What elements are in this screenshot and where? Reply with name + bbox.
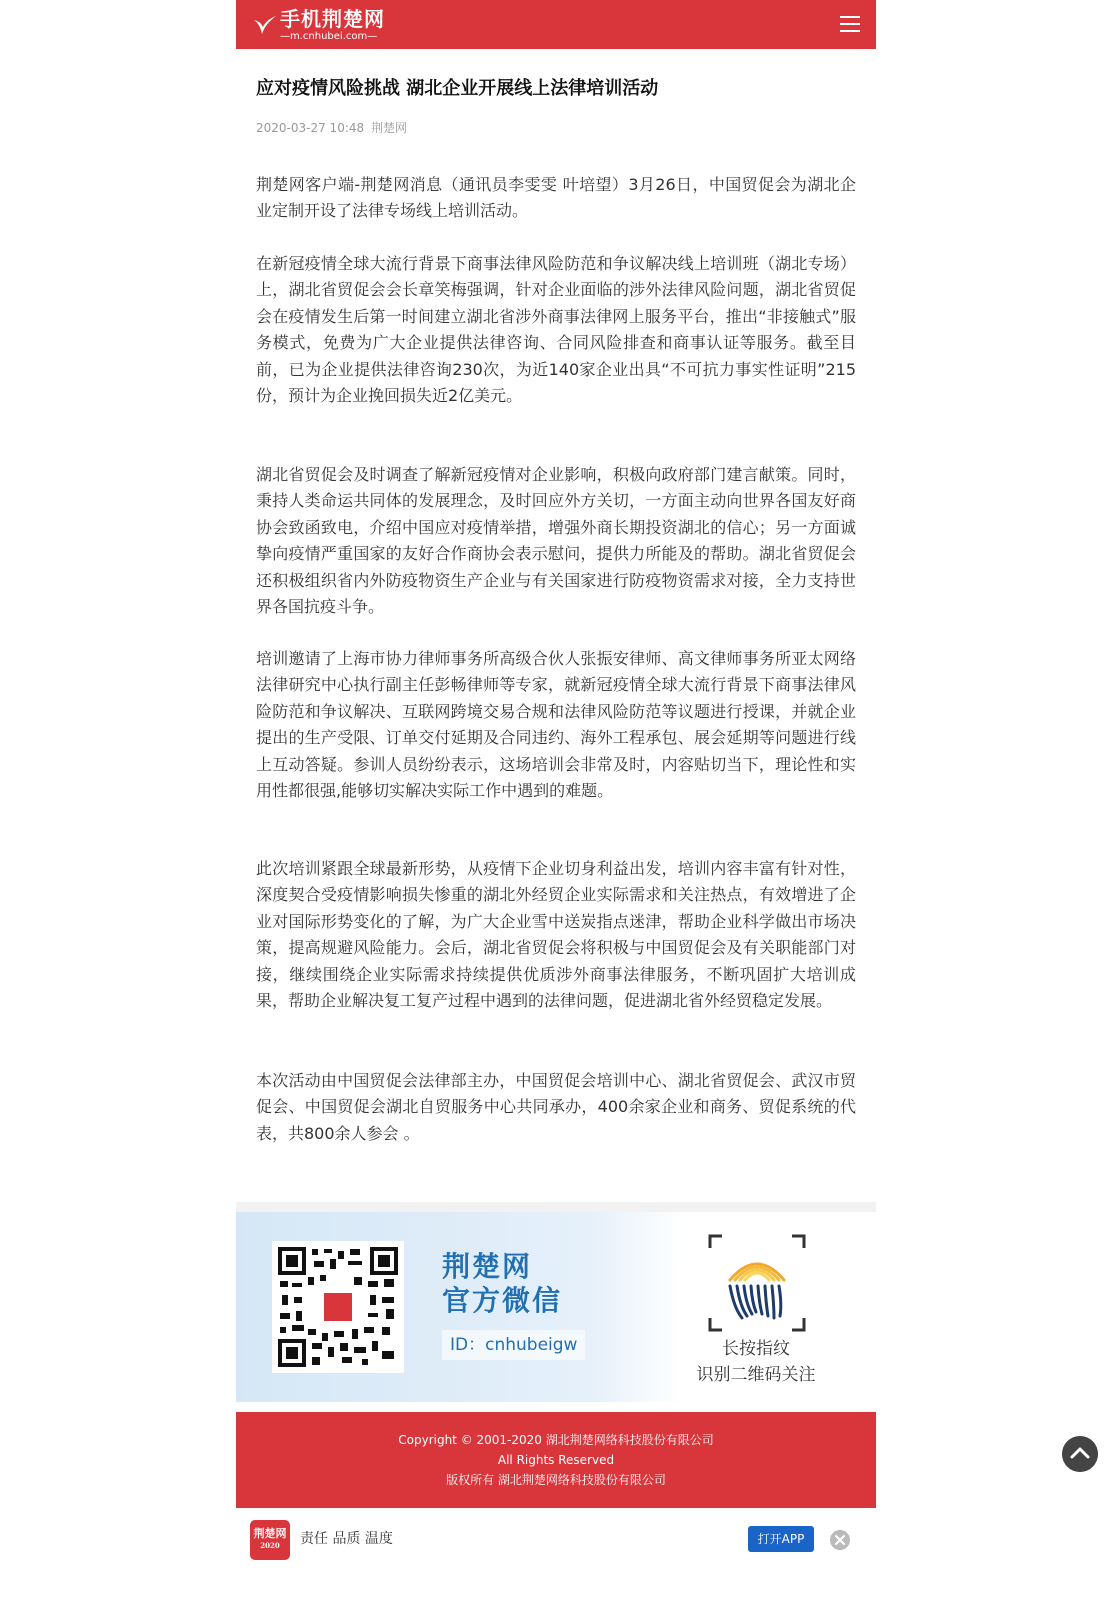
footer-rights: All Rights Reserved [497,1453,615,1467]
app-logo-icon [250,1520,290,1560]
back-to-top-button[interactable] [1062,1436,1098,1472]
logo-swoosh-icon [252,12,278,38]
article-meta [256,120,410,136]
wechat-title-line1: 荆楚网 [442,1250,533,1283]
fingerprint-caption [676,1336,836,1388]
fingerprint-icon[interactable] [708,1234,806,1332]
article-paragraph: 在新冠疫情全球大流行背景下商事法律风险防范和争议解决线上培训班（湖北专场）上，湖北省贸促会会长章笑梅强调，针对企业面临的涉外法律风险问题，湖北省贸促会在疫情发生后第一时间建立湖北省涉外商事法律网上服务平台，推出“非接触式”服务模式，免费为广大企业提供法律咨询、合同风险排查和商事认证等服务。截至目前，已为企业提供法律咨询230次，为近140家企业出具“不可抗力事实性证明”215份，预计为企业挽回损失近2亿美元。 [256,254,856,406]
qr-code-icon [278,1247,398,1367]
app-icon-year: 2020 [260,1541,280,1550]
qr-code[interactable] [272,1241,404,1373]
section-divider [236,1202,876,1212]
article-paragraph: 此次培训紧跟全球最新形势，从疫情下企业切身利益出发，培训内容丰富有针对性，深度契合受疫情影响损失惨重的湖北外经贸企业实际需求和关注热点，有效增进了企业对国际形势变化的了解，为广大企业雪中送炭指点迷津，帮助企业科学做出市场决策，提高规避风险能力。会后，湖北省贸促会将积极与中国贸促会及有关职能部门对接，继续围绕企业实际需求持续提供优质涉外商事法律服务，不断巩固扩大培训成果，帮助企业解决复工复产过程中遇到的法律问题，促进湖北省外经贸稳定发展。 [256,859,856,1011]
site-header [236,0,876,49]
footer-owner: 版权所有 湖北荆楚网络科技股份有限公司 [446,1473,666,1487]
app-icon-text: 荆楚网 [253,1527,287,1540]
article-paragraph: 培训邀请了上海市协力律师事务所高级合伙人张振安律师、高文律师事务所亚太网络法律研究中心执行副主任彭畅律师等专家，就新冠疫情全球大流行背景下商事法律风险防范和争议解决、互联网跨境交易合规和法律风险防范等议题进行授课，并就企业提出的生产受限、订单交付延期及合同违约、海外工程承包、展会延期等问题进行线上互动答疑。参训人员纷纷表示，这场培训会非常及时，内容贴切当下，理论性和实用性都很强,能够切实解决实际工作中遇到的难题。 [256,649,856,801]
logo-domain: —m.cnhubei.com— [280,31,378,42]
article-paragraph: 本次活动由中国贸促会法律部主办，中国贸促会培训中心、湖北省贸促会、武汉市贸促会、中国贸促会湖北自贸服务中心共同承办，400余家企业和商务、贸促系统的代表，共800余人参会 。 [256,1071,856,1143]
wechat-title [442,1250,562,1318]
fingerprint-caption-line2: 识别二维码关注 [696,1365,816,1385]
hamburger-menu-icon [840,16,860,18]
app-download-bar [236,1510,876,1570]
article-title: 应对疫情风险挑战 湖北企业开展线上法律培训活动 [256,78,659,99]
app-slogan: 责任 品质 温度 [300,1531,393,1547]
fingerprint-caption-line1: 长按指纹 [722,1339,790,1359]
close-icon[interactable] [830,1530,850,1550]
mobile-page [236,0,876,1605]
open-app-button[interactable]: 打开APP [748,1526,814,1552]
site-footer [236,1412,876,1508]
wechat-title-line2: 官方微信 [442,1284,563,1317]
article-date: 2020-03-27 10:48 [256,121,365,135]
footer-copyright: Copyright © 2001-2020 湖北荆楚网络科技股份有限公司 [398,1433,714,1447]
site-logo[interactable] [252,7,392,43]
menu-button[interactable] [840,15,860,33]
hamburger-menu-icon [840,23,860,25]
article-paragraph: 荆楚网客户端-荆楚网消息（通讯员李雯雯 叶培望）3月26日，中国贸促会为湖北企业定制开设了法律专场线上培训活动。 [256,175,856,221]
logo-text: 手机荆楚网 [280,7,385,31]
article-paragraph: 湖北省贸促会及时调查了解新冠疫情对企业影响，积极向政府部门建言献策。同时，秉持人类命运共同体的发展理念，及时回应外方关切，一方面主动向世界各国友好商协会致函致电，介绍中国应对疫情举措，增强外商长期投资湖北的信心；另一方面诚挚向疫情严重国家的友好合作商协会表示慰问，提供力所能及的帮助。湖北省贸促会还积极组织省内外防疫物资生产企业与有关国家进行防疫物资需求对接，全力支持世界各国抗疫斗争。 [256,465,856,617]
hamburger-menu-icon [840,30,860,32]
article-source: 荆楚网 [370,121,407,135]
wechat-banner [236,1212,876,1402]
wechat-id: ID：cnhubeigw [442,1330,585,1360]
